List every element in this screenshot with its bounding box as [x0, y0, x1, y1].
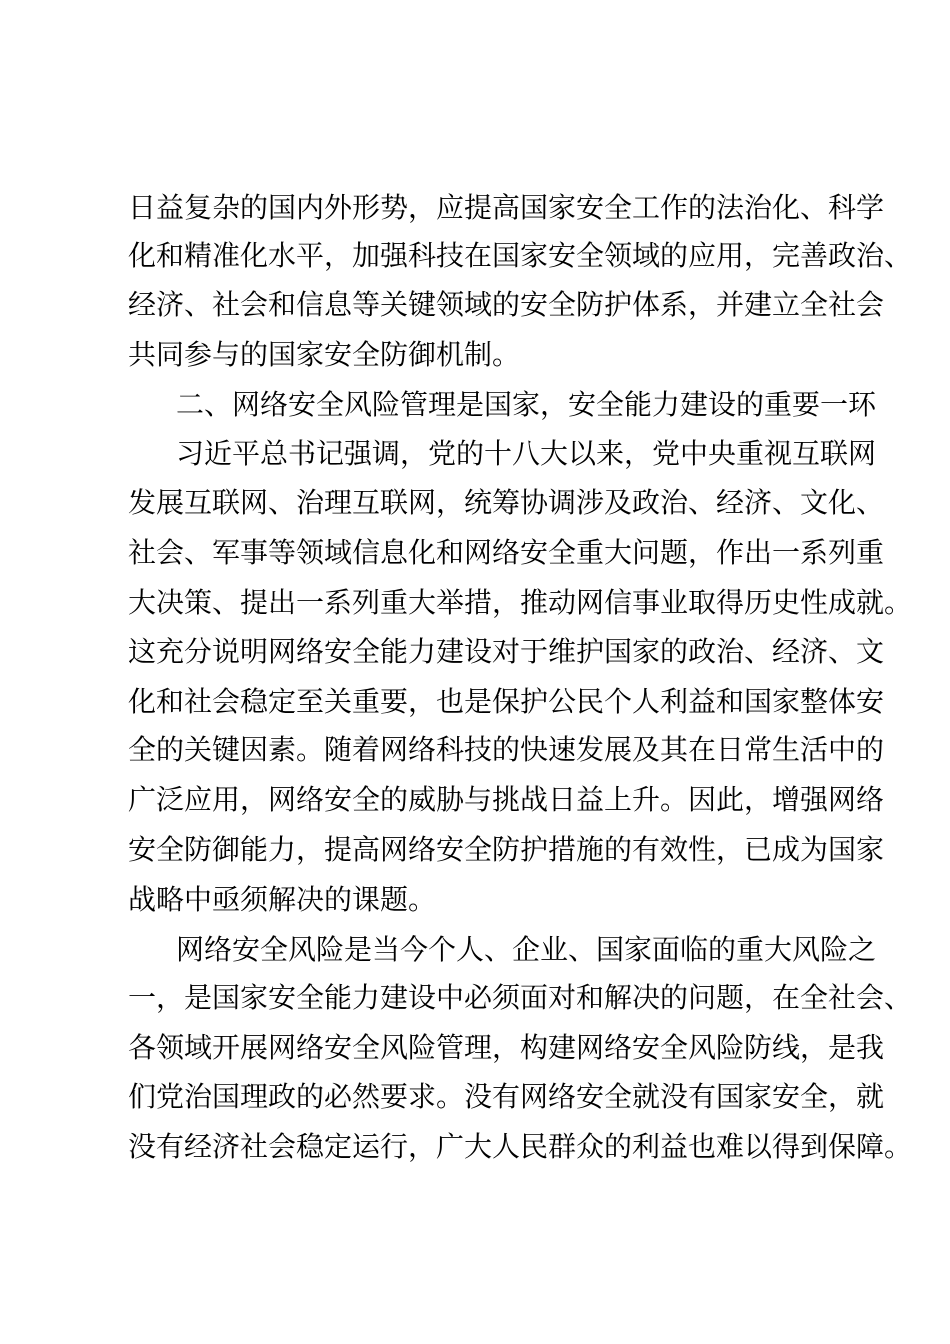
- text-line: 各领域开展网络安全风险管理，构建网络安全风险防线，是我: [128, 1031, 885, 1064]
- text-line: 们党治国理政的必然要求。没有网络安全就没有国家安全，就: [128, 1080, 885, 1113]
- text-line: 没有经济社会稳定运行，广大人民群众的利益也难以得到保障。: [128, 1130, 913, 1163]
- text-line: 一，是国家安全能力建设中必须面对和解决的问题，在全社会、: [128, 981, 913, 1014]
- text-line: 战略中亟须解决的课题。: [128, 883, 437, 916]
- text-line: 广泛应用，网络安全的威胁与挑战日益上升。因此，增强网络: [128, 783, 885, 816]
- paragraph-start-line: 网络安全风险是当今个人、企业、国家面临的重大风险之: [176, 933, 877, 966]
- text-line: 安全防御能力，提高网络安全防护措施的有效性，已成为国家: [128, 833, 885, 866]
- text-line: 日益复杂的国内外形势，应提高国家安全工作的法治化、科学: [128, 191, 885, 224]
- section-heading: 二、网络安全风险管理是国家，安全能力建设的重要一环: [176, 388, 877, 421]
- text-line: 共同参与的国家安全防御机制。: [128, 338, 521, 371]
- text-line: 社会、军事等领域信息化和网络安全重大问题，作出一系列重: [128, 536, 885, 569]
- text-line: 大决策、提出一系列重大举措，推动网信事业取得历史性成就。: [128, 586, 913, 619]
- paragraph-start-line: 习近平总书记强调，党的十八大以来，党中央重视互联网: [176, 437, 877, 470]
- text-line: 化和社会稳定至关重要，也是保护公民个人利益和国家整体安: [128, 685, 885, 718]
- text-line: 经济、社会和信息等关键领域的安全防护体系，并建立全社会: [128, 288, 885, 321]
- text-line: 这充分说明网络安全能力建设对于维护国家的政治、经济、文: [128, 635, 885, 668]
- text-line: 全的关键因素。随着网络科技的快速发展及其在日常生活中的: [128, 733, 885, 766]
- text-line: 化和精准化水平，加强科技在国家安全领域的应用，完善政治、: [128, 239, 913, 272]
- text-line: 发展互联网、治理互联网，统筹协调涉及政治、经济、文化、: [128, 486, 885, 519]
